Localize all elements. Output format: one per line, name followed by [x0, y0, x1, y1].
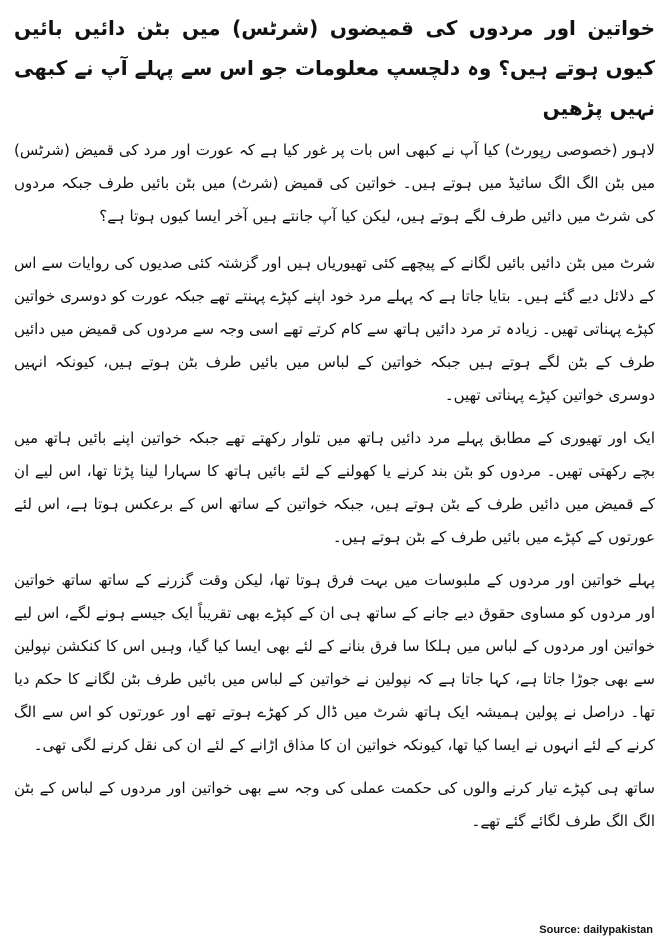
article-headline: خواتین اور مردوں کی قمیضوں (شرٹس) میں بٹن دائیں بائیں کیوں ہوتے ہیں؟ وہ دلچسپ معلومات جو اس سے پہلے آپ نے کبھی نہیں پڑھیں: [14, 16, 655, 120]
article-paragraph-napoleon: پہلے خواتین اور مردوں کے ملبوسات میں بہت فرق ہوتا تھا، لیکن وقت گزرنے کے ساتھ ساتھ خواتین اور مردوں کو مساوی حقوق دیے جانے کے ساتھ ہی ان کے کپڑے بھی تقریباً ایک جیسے ہونے لگے، اس لیے خواتین اور مردوں کے لباس میں ہلکا سا فرق بنانے کے لئے بھی ایسا کیا گیا، وہیں اس کا کنکشن نپولین سے بھی جوڑا جاتا ہے، کہا جاتا ہے کہ نپولین نے خواتین کے لباس میں بائیں طرف بٹن لگانے کا حکم دیا تھا۔ دراصل نے پولین ہمیشہ ایک ہاتھ شرٹ میں ڈال کر کھڑے ہوتے تھے اور عورتوں کو اس سے الگ کرنے کے لئے انہوں نے ایسا کیا تھا، کیونکہ خواتین ان کا مذاق اڑانے کے لئے ان کی نقل کرنے لگی تھی۔: [14, 571, 655, 754]
source-credit: Source: dailypakistan: [539, 924, 653, 936]
article-paragraph-intro: لاہور (خصوصی رپورٹ) کیا آپ نے کبھی اس بات پر غور کیا ہے کہ عورت اور مرد کی قمیض (شرٹس) میں بٹن الگ الگ سائیڈ میں ہوتے ہیں۔ خواتین کی قمیض (شرٹ) میں بٹن بائیں طرف جبکہ مردوں کی شرٹ میں دائیں طرف لگے ہوتے ہیں، لیکن کیا آپ جانتے ہیں آخر ایسا کیوں ہوتا ہے؟: [14, 141, 655, 225]
article-paragraph-theory-dressing: شرٹ میں بٹن دائیں بائیں لگانے کے پیچھے کئی تھیوریاں ہیں اور گزشتہ کئی صدیوں کی روایات سے اس کے دلائل دیے گئے ہیں۔ بتایا جاتا ہے کہ پہلے مرد خود اپنے کپڑے پہنتے تھے جبکہ عورت کو دوسری خواتین کپڑے پہناتی تھیں۔ زیادہ تر مرد دائیں ہاتھ سے کام کرتے تھے اسی وجہ سے مردوں کی قمیض میں دائیں طرف کے بٹن لگے ہوتے ہیں جبکہ خواتین کے لباس میں بائیں طرف بٹن ہوتے ہیں، کیونکہ انہیں دوسری خواتین کپڑے پہناتی تھیں۔: [14, 254, 655, 404]
article-paragraph-conclusion: ساتھ ہی کپڑے تیار کرنے والوں کی حکمت عملی کی وجہ سے بھی خواتین اور مردوں کے لباس کے بٹن الگ الگ طرف لگائے گئے تھے۔: [14, 779, 655, 830]
article-paragraph-theory-sword: ایک اور تھیوری کے مطابق پہلے مرد دائیں ہاتھ میں تلوار رکھتے تھے جبکہ خواتین اپنے بائیں ہاتھ میں بچے رکھتی تھیں۔ مردوں کو بٹن بند کرنے یا کھولنے کے لئے بائیں ہاتھ کا سہارا لینا پڑتا تھا، اس لیے ان کے قمیض میں دائیں طرف کے بٹن ہوتے ہیں، جبکہ خواتین کے ساتھ اس کے برعکس ہوتا ہے، اس لئے عورتوں کے کپڑے میں بائیں طرف کے بٹن ہوتے ہیں۔: [14, 429, 655, 546]
